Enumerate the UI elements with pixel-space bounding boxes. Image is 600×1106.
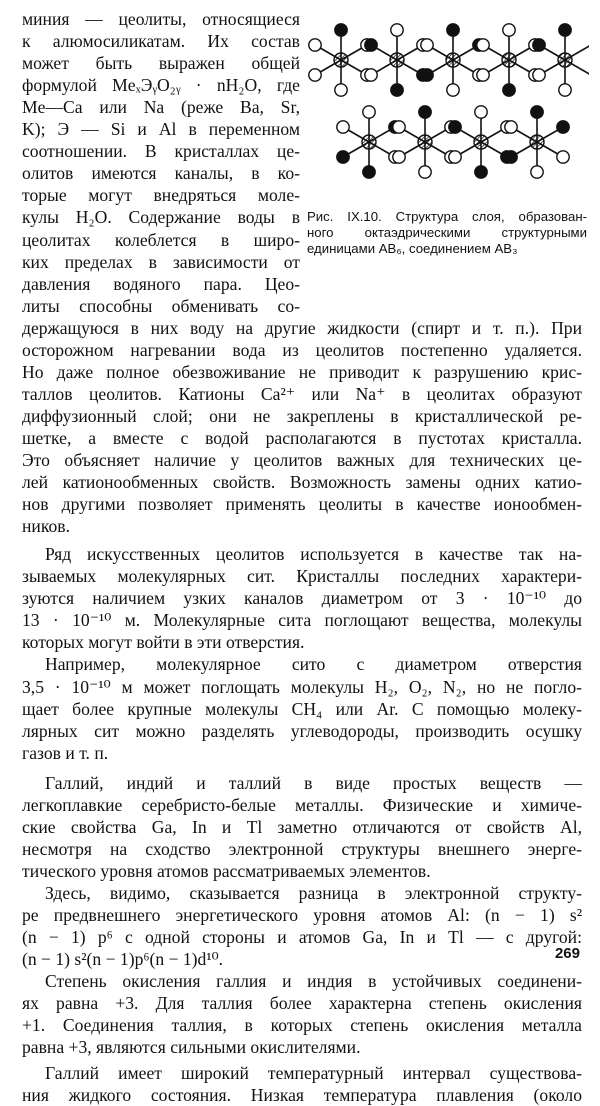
open-atom [309,39,321,51]
text-line: ников. [22,516,70,537]
open-atom [477,69,489,81]
text-line: тического уровня атомов рассматриваемых элементов. [22,860,431,881]
metal-atom [390,53,404,67]
open-atom [447,84,459,96]
page-number: 269 [554,945,580,962]
text-line: +1. Соединения таллия, в которых степень окисления металла [22,1015,582,1036]
text-line: Здесь, видимо, сказывается разница в электронной структу- [45,882,582,903]
text-line: Галлий имеет широкий температурный интервал существова- [45,1063,582,1084]
text-line: ские свойства Ga, In и Tl заметно отличаются от свойств Al, [22,816,582,837]
text-line: кулы H₂O. Содержание воды в [22,207,300,228]
text-line: может быть выражен общей [22,53,300,74]
text-line: соотношении. В кристаллах це- [22,141,300,162]
metal-atom [446,53,460,67]
text-line: нов другими позволяет применять цеолиты в качестве ионообмен- [22,494,582,515]
figure-caption [307,209,587,257]
filled-atom [503,84,515,96]
figure-caption-line: Рис. IX.10. Структура слоя, образован- [307,209,587,224]
open-atom [505,121,517,133]
open-atom [393,121,405,133]
metal-atom [334,53,348,67]
metal-atom [530,135,544,149]
text-line: Например, молекулярное сито с диаметром отверстия [45,654,582,675]
text-line: цеолитах колеблется в широ- [22,229,300,250]
text-line: (n − 1) s²(n − 1)p⁶(n − 1)d¹⁰. [22,949,224,970]
open-atom [309,69,321,81]
text-line: держащуюся в них воду на другие жидкости (спирт и т. п.). При [22,317,582,338]
filled-atom [335,24,347,36]
text-line: ре предвнешнего энергетического уровня атомов Al: (n − 1) s² [22,905,582,925]
text-line: K); Э — Si и Al в переменном [22,119,300,140]
text-line: Галлий, индий и таллий в виде простых веществ — [45,772,582,793]
text-line: (n − 1) p⁶ с одной стороны и атомов Ga, In и Tl — с другой: [22,927,582,948]
text-line: Но даже полное обезвоживание не приводит к разрушению крис- [22,361,582,382]
text-line: олитов имеются каналы, в ко- [22,163,300,184]
text-line: осторожном нагревании вода из цеолитов постепенно удаляется. [22,339,582,360]
text-line: ния жидкого состояния. Низкая температура плавления (около [22,1085,582,1106]
open-atom [421,39,433,51]
open-atom [419,166,431,178]
filled-atom [363,166,375,178]
open-atom [557,151,569,163]
text-line: лей катионообменных свойств. Возможность замены одних катио- [22,472,582,493]
filled-atom [531,106,543,118]
metal-atom [362,135,376,149]
text-line: Ряд искусственных цеолитов используется в качестве так на- [45,544,582,565]
open-atom [477,39,489,51]
metal-atom [418,135,432,149]
text-line: зуются наличием узких каналов диаметром от 3 · 10⁻¹⁰ до [22,588,582,609]
text-line: зываемых молекулярных сит. Кристаллы последних характери- [22,566,582,587]
open-atom [365,69,377,81]
open-atom [335,84,347,96]
text-line: таллов цеолитов. Катионы Ca²⁺ или Na⁺ в цеолитах образуют [22,383,582,404]
open-atom [531,166,543,178]
text-line: 3,5 · 10⁻¹⁰ м может поглощать молекулы H₂, O₂, N₂, но не погло- [22,676,582,697]
figure-caption-line: ного октаэдрическими структурными [307,225,587,240]
metal-atom [502,53,516,67]
open-atom [559,84,571,96]
filled-atom [365,39,377,51]
text-line: 13 · 10⁻¹⁰ м. Молекулярные сита поглощают вещества, молекулы [22,610,582,631]
open-atom [393,151,405,163]
filled-atom [449,121,461,133]
text-line: Степень окисления галлия и индия в устойчивых соединени- [45,971,582,992]
open-atom [503,24,515,36]
text-line: формулой MeₓЭᵧO₂ᵧ · nH₂O, где [22,75,300,96]
text-line: лярных сит можно разделять углеводороды, производить осушку [22,720,582,741]
open-atom [391,24,403,36]
filled-atom [447,24,459,36]
text-line: ях равна +3. Для таллия более характерна степень окисления [22,993,582,1014]
text-line: щает более крупные молекулы CH₄ или Ar. С помощью молеку- [22,698,582,719]
crystal-layer-figure [305,18,589,203]
filled-atom [421,69,433,81]
text-line: литы способны обменивать со- [22,295,300,316]
text-line: легкоплавкие серебристо-белые металлы. Физические и химиче- [22,794,582,815]
metal-atom [558,53,572,67]
filled-atom [559,24,571,36]
filled-atom [533,39,545,51]
text-line: газов и т. п. [22,742,109,763]
filled-atom [337,151,349,163]
text-line: ких пределах в зависимости от [22,251,300,272]
open-atom [533,69,545,81]
open-atom [475,106,487,118]
text-line: миния — цеолиты, относящиеся [22,9,300,29]
text-line: равна +3, являются сильными окислителями. [22,1037,361,1058]
filled-atom [505,151,517,163]
text-line: которых могут войти в эти отверстия. [22,632,305,653]
open-atom [337,121,349,133]
figure-caption-line: единицами AB₆, соединением AB₃ [307,241,518,256]
filled-atom [419,106,431,118]
filled-atom [391,84,403,96]
text-line: Это объясняет наличие у цеолитов важных для технических це- [22,450,582,470]
text-line: несмотря на сходство электронной структуры внешнего энерге- [22,838,582,859]
text-line: Me—Ca или Na (реже Ba, Sr, [22,97,300,118]
text-line: шетке, а вместе с водой располагаются в пустотах кристалла. [22,427,582,448]
text-line: торые могут внедряться моле- [22,185,300,206]
metal-atom [474,135,488,149]
text-line: к алюмосиликатам. Их состав [22,31,300,52]
filled-atom [557,121,569,133]
text-line: давления водяного пара. Цео- [22,273,300,294]
open-atom [449,151,461,163]
text-line: диффузионный слой; они не закреплены в кристаллической ре- [22,405,582,426]
filled-atom [475,166,487,178]
open-atom [363,106,375,118]
